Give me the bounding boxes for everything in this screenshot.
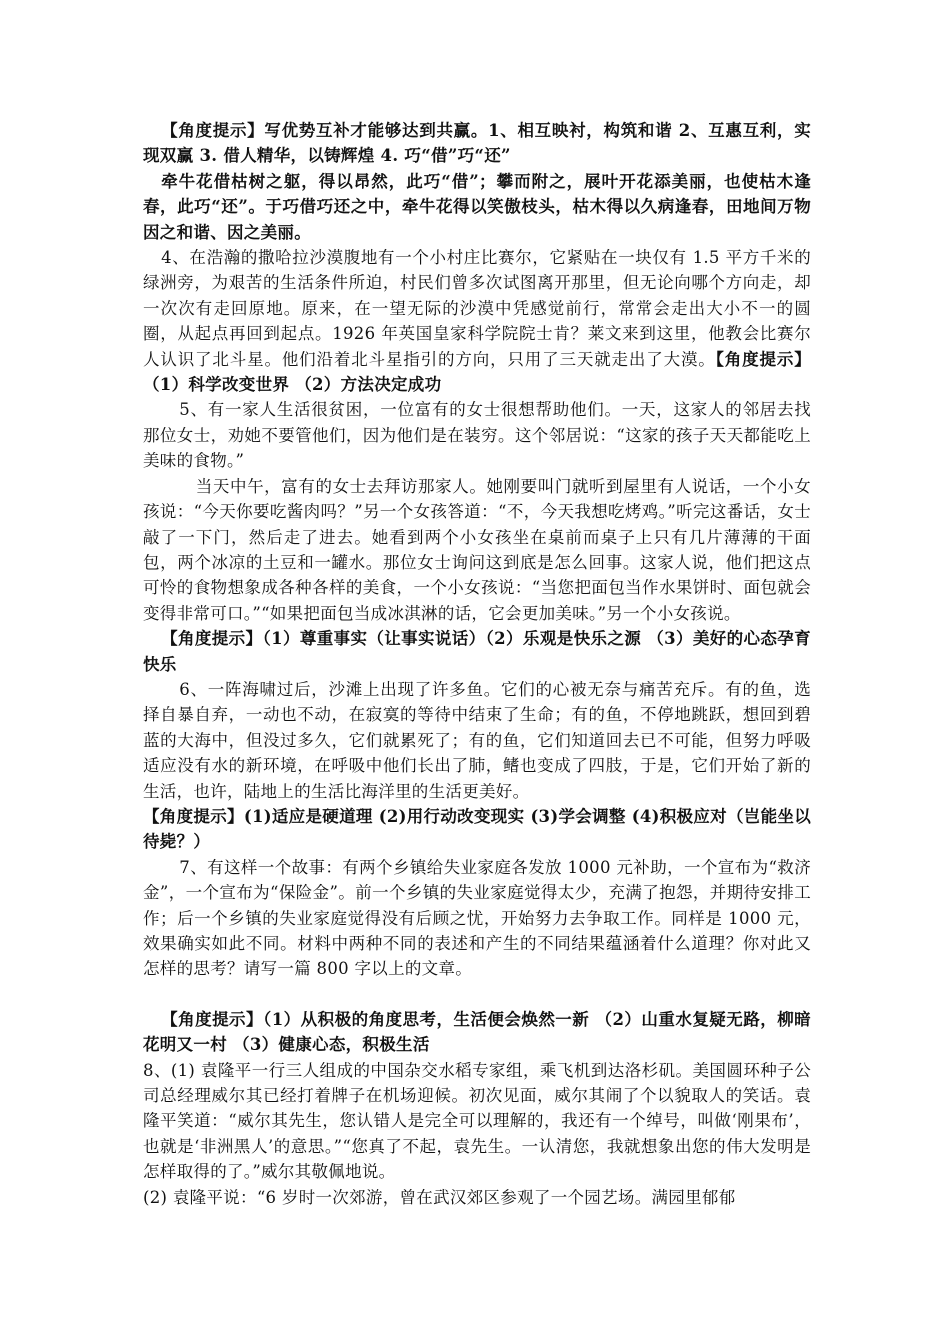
story-7-paragraph: 7、有这样一个故事：有两个乡镇给失业家庭各发放 1000 元补助，一个宣布为“救济金”，一个宣布为“保险金”。前一个乡镇的失业家庭觉得太少，充满了抱怨，并期待安排工作；后一个乡镇的失业家庭觉得没有后顾之忧，开始努力去争取工作。同样是 1000 元，效果确实如此不同。材料中两种不同的表述和产生的不同结果蕴涵着什么道理？你对此又怎样的思考？请写一篇 800 字以上的文章。	[143, 857, 811, 979]
story-6-paragraph: 6、一阵海啸过后，沙滩上出现了许多鱼。它们的心被无奈与痛苦充斥。有的鱼，选择自暴自弃，一动也不动，在寂寞的等待中结束了生命；有的鱼，不停地跳跃，想回到碧蓝的大海中，但没过多久，它们就累死了；有的鱼，它们知道回去已不可能，但努力呼吸适应没有水的新环境，在呼吸中他们长出了肺，鳍也变成了四肢，于是，它们开始了新的生活，也许，陆地上的生活比海洋里的生活更美好。	[143, 679, 811, 801]
story-5-paragraph: 5、有一家人生活很贫困，一位富有的女士很想帮助他们。一天，这家人的邻居去找那位女士，劝她不要管他们，因为他们是在装穷。这个邻居说：“这家的孩子天天都能吃上美味的食物。”	[143, 400, 811, 471]
angle-hint-paragraph-5: 【角度提示】（1）尊重事实（让事实说话）（2）乐观是快乐之源 （3）美好的心态孕育快乐	[143, 629, 811, 674]
story-4-text: 4、在浩瀚的撒哈拉沙漠腹地有一个小村庄比赛尔，它紧贴在一块仅有 1.5 平方千米的绿洲旁，为艰苦的生活条件所迫，村民们曾多次试图离开那里，但无论向哪个方向走，却一次次有走回原地。原来，在一望无际的沙漠中凭感觉前行，常常会走出大小不一的圆圈，从起点再回到起点。1926 年英国皇家科学院院士肯？莱文来到这里，他教会比赛尔人认识了北斗星。他们沿着北斗星指引的方向，只用了三天就走出了大漠。	[143, 248, 811, 369]
angle-hint-paragraph-7: 【角度提示】（1）从积极的角度思考，生活便会焕然一新 （2）山重水复疑无路，柳暗花明又一村 （3）健康心态，积极生活	[143, 1009, 811, 1055]
story-4-angle-hint: 【角度提示】 （1）科学改变世界 （2）方法决定成功	[143, 349, 811, 395]
document-page	[143, 118, 811, 1210]
morning-glory-paragraph: 牵牛花借枯树之躯，得以昂然，此巧“借”；攀而附之，展叶开花添美丽，也使枯木逢春，此巧“还”。于巧借巧还之中，牵牛花得以笑傲枝头，枯木得以久病逢春，田地间万物因之和谐、因之美丽。	[143, 171, 811, 242]
story-8-paragraph: 8、(1) 袁隆平一行三人组成的中国杂交水稻专家组，乘飞机到达洛杉矶。美国圆环种子公司总经理威尔其已经打着牌子在机场迎候。初次见面，威尔其闹了个以貌取人的笑话。袁隆平笑道：“威尔其先生，您认错人是完全可以理解的，我还有一个绰号，叫做‘刚果布’，也就是‘非洲黑人’的意思。”“您真了不起，袁先生。一认清您，我就想象出您的伟大发明是怎样取得的了。”威尔其敬佩地说。	[143, 1060, 811, 1182]
angle-hint-paragraph-1: 【角度提示】写优势互补才能够达到共赢。1、相互映衬，构筑和谐 2、互惠互利，实现双赢 3. 借人精华，以铸辉煌 4. 巧“借”巧“还”	[143, 121, 811, 166]
paragraph-spacer	[143, 982, 811, 1007]
story-5-continued-paragraph: 当天中午，富有的女士去拜访那家人。她刚要叫门就听到屋里有人说话，一个小女孩说：“今天你要吃酱肉吗？”另一个女孩答道：“不，今天我想吃烤鸡。”听完这番话，女士敲了一下门，然后走了进去。她看到两个小女孩坐在桌前而桌子上只有几片薄薄的干面包，两个冰凉的土豆和一罐水。那位女士询问这到底是怎么回事。这家人说，他们把这点可怜的食物想象成各种各样的美食，一个小女孩说：“当您把面包当作水果饼时、面包就会变得非常可口。”“如果把面包当成冰淇淋的话，它会更加美味。”另一个小女孩说。	[143, 476, 811, 623]
angle-hint-paragraph-6: 【角度提示】(1)适应是硬道理 (2)用行动改变现实 (3)学会调整 (4)积极应对（岂能坐以待毙？）	[143, 806, 811, 852]
story-4-paragraph	[143, 245, 811, 397]
story-8-part-2-paragraph: (2) 袁隆平说：“6 岁时一次郊游，曾在武汉郊区参观了一个园艺场。满园里郁郁	[143, 1187, 736, 1207]
